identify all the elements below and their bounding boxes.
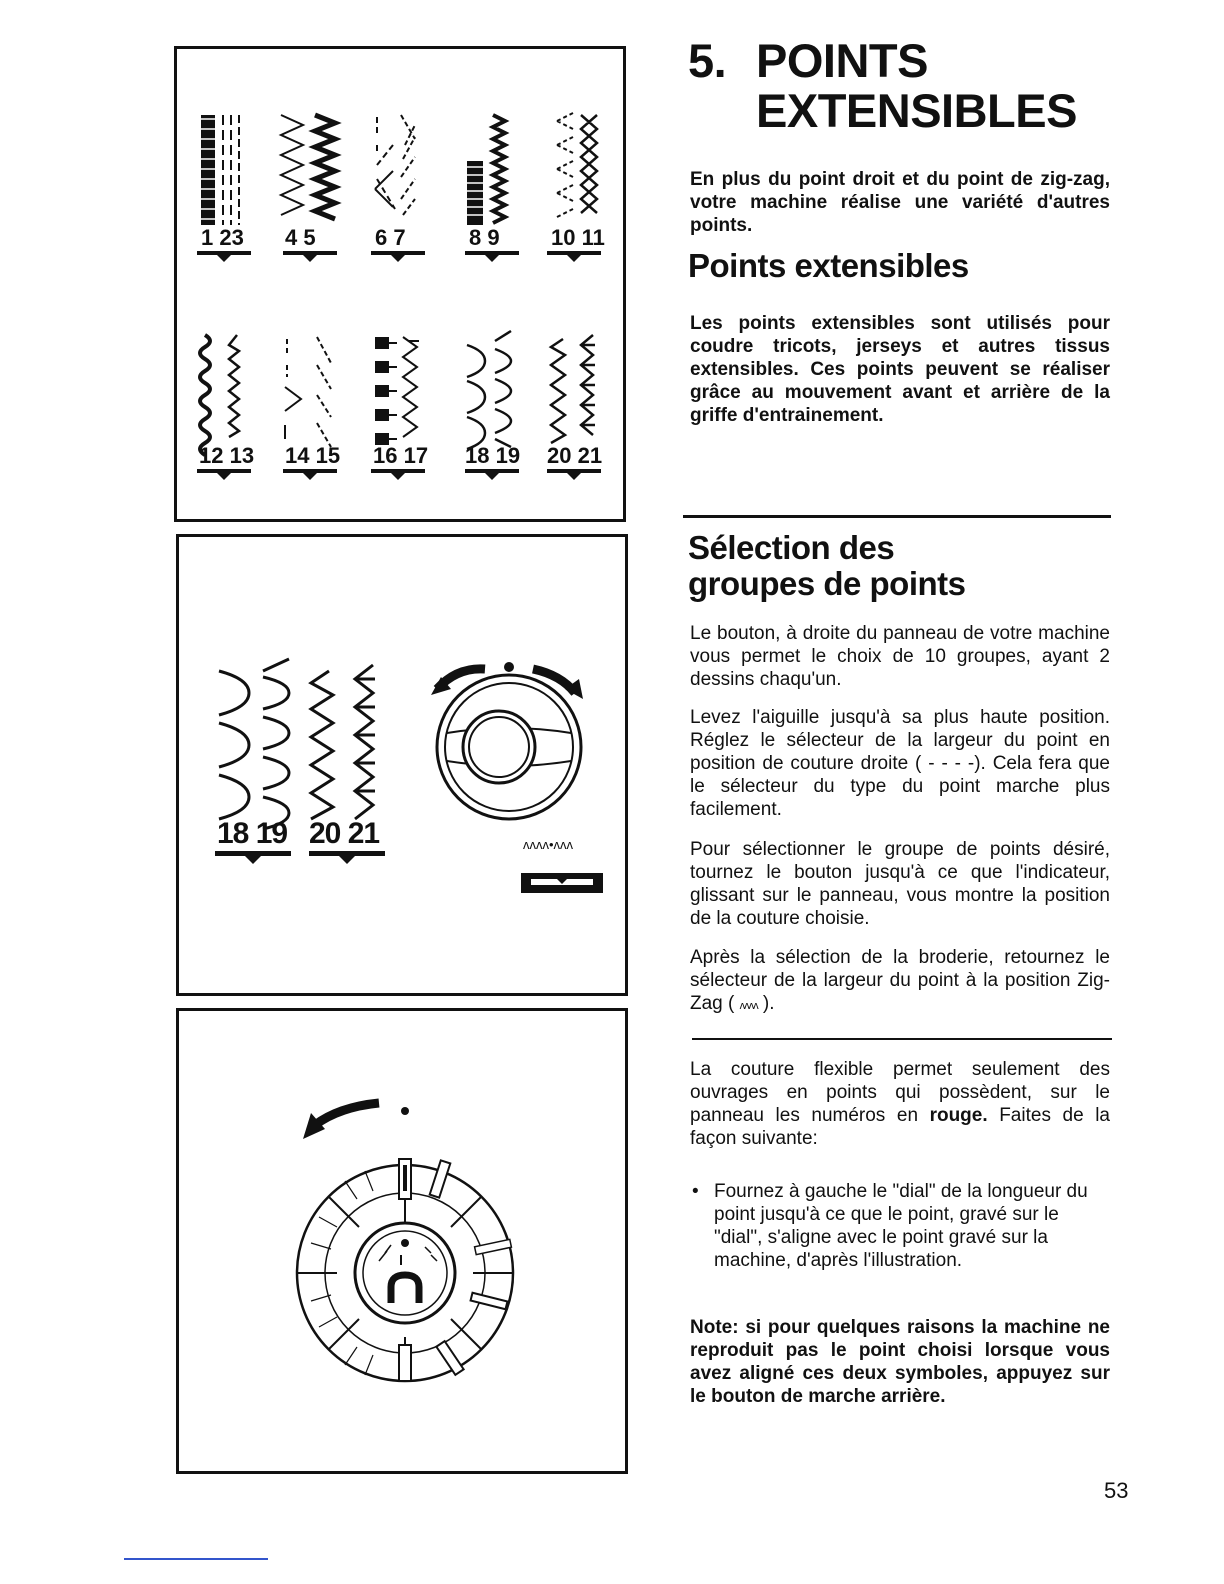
chapter-title [688,36,1128,136]
zigzag-width-label: ᴧᴧᴧᴧ•ᴧᴧᴧ [523,837,574,852]
stitch-group-4-5-icon [281,115,335,219]
stitch-group-14-15-icon [285,337,331,447]
knob-label-18-19: 18 19 [217,817,288,850]
knob-label-20-21: 20 21 [309,817,380,850]
stitch-indicators-row2 [197,469,601,480]
stitch-chart-figure [177,49,623,519]
stitch-length-dial[interactable] [297,1159,513,1381]
footer-line [124,1558,268,1560]
stitch-group-16-17-icon [375,337,419,445]
stitch-label-20-21: 20 21 [547,443,603,468]
stitch-label-14-15: 14 15 [285,443,341,468]
stitch-group-12-13-icon [200,335,239,455]
stitch-18-19-icon [219,659,289,829]
instruction-bullet [692,1180,1112,1272]
selection-paragraph-3: Pour sélectionner le groupe de points désiré, tournez le bouton jusqu'à ce que l'indicateur, glissant sur le panneau, vous montre la position de la couture choisie. [690,839,1110,929]
note-label: Note: [690,1317,739,1338]
stitch-label-1-3: 1 23 [201,225,244,250]
stitch-indicators-row1 [197,251,601,262]
section-divider-2 [692,1038,1112,1040]
stitch-chart-panel [174,46,626,522]
selection-paragraph-1: Le bouton, à droite du panneau de votre machine vous permet le choix de 10 groupes, ayant 2 dessins chaqu'un. [690,623,1110,690]
stitch-group-1-3-icon [201,115,239,225]
note-text: si pour quelques raisons la machine ne reproduit pas le point choisi lorsque vous avez aligné ces deux symboles, appuyez sur le bouton de marche arrière. [690,1317,1110,1407]
section-divider [683,515,1111,518]
selector-knob-figure [179,537,625,993]
chapter-number: 5. [688,34,727,87]
stitch-group-18-19-icon [467,331,511,449]
stitch-group-20-21-icon [551,335,595,443]
note-paragraph [690,1316,1110,1408]
bullet-text: Fournez à gauche le "dial" de la longueur du point jusqu'à ce que le point, gravé sur le "dial", s'aligne avec le point gravé sur la machine, d'après l'illustration. [714,1181,1088,1271]
stitch-label-18-19: 18 19 [465,443,521,468]
heading-selection-line1: Sélection des [688,529,895,566]
stitch-label-16-17: 16 17 [373,443,429,468]
knob-stitch-indicators [215,851,385,864]
selection-p4-start: Après la sélection de la broderie, retournez le sélecteur de la largeur du point à la position Zig-Zag ( [690,947,1110,1014]
intro-paragraph: En plus du point droit et du point de zig-zag, votre machine réalise une variété d'autres points. [690,169,1110,236]
heading-selection-groupes [688,530,966,602]
turn-left-arrow-icon [303,1103,409,1139]
stitch-label-6-7: 6 7 [375,225,406,250]
stitch-indicator-window [521,873,603,893]
flexible-text-start: La couture flexible permet seulement des ouvrages en points qui possèdent, sur le panneau les numéros en [690,1059,1110,1126]
length-dial-panel [176,1008,628,1474]
stitch-group-8-9-icon [467,115,505,225]
heading-points-extensibles: Points extensibles [688,247,969,284]
stitch-20-21-icon [311,665,375,819]
stitch-selector-knob[interactable] [437,675,581,819]
stitch-label-8-9: 8 9 [469,225,500,250]
page-number: 53 [1104,1478,1129,1503]
length-dial-figure [179,1011,625,1471]
chapter-title-line1: POINTS [756,34,928,87]
flexible-paragraph [690,1058,1110,1150]
stitch-group-10-11-icon [557,113,597,217]
selector-knob-panel [176,534,628,996]
flexible-text-end: Faites de la façon suivante: [690,1105,1110,1149]
stitch-group-6-7-icon [375,115,415,215]
selection-p4-end: ). [762,993,775,1014]
zigzag-symbol: ʌʌʌʌ [739,1000,758,1012]
stitch-label-12-13: 12 13 [199,443,255,468]
heading-selection-line2: groupes de points [688,565,966,602]
flexible-text-bold: rouge. [929,1105,988,1126]
stitch-label-10-11: 10 11 [551,225,605,250]
selection-paragraph-4 [690,946,1110,1018]
stitch-label-4-5: 4 5 [285,225,316,250]
selection-paragraph-2: Levez l'aiguille jusqu'à sa plus haute position. Réglez le sélecteur de la largeur du point en position de couture droite ( - - - -). Cela fera que le sélecteur du type du point marche plus facilement. [690,707,1110,820]
extensibles-paragraph: Les points extensibles sont utilisés pour coudre tricots, jerseys et autres tissus extensibles. Ces points peuvent se réaliser grâce au mouvement avant et arrière de la griffe d'entrainement. [690,313,1110,426]
chapter-title-line2: EXTENSIBLES [756,84,1077,137]
bullet-marker: • [692,1181,699,1202]
